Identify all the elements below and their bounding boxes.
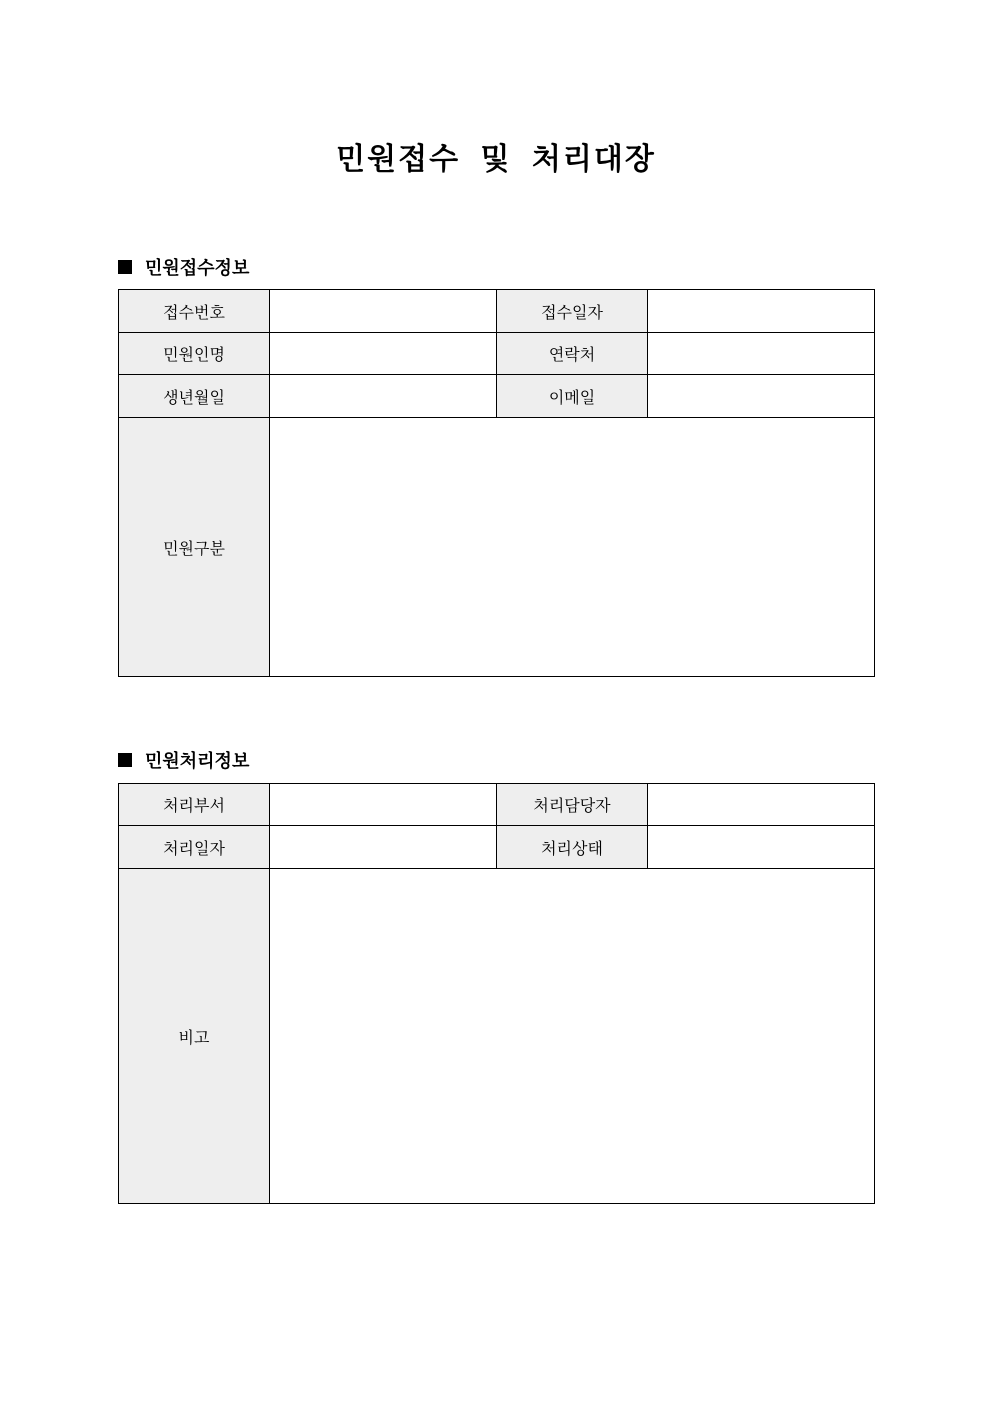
label-applicant: 민원인명: [119, 333, 270, 375]
field-contact[interactable]: [648, 333, 875, 375]
label-receipt-no: 접수번호: [119, 290, 270, 333]
section-heading-text: 민원접수정보: [145, 258, 250, 279]
square-bullet-icon: [118, 260, 132, 274]
field-remarks[interactable]: [270, 869, 875, 1204]
field-manager[interactable]: [648, 784, 875, 826]
label-category: 민원구분: [119, 418, 270, 677]
label-remarks: 비고: [119, 869, 270, 1204]
label-dept: 처리부서: [119, 784, 270, 826]
field-receipt-date[interactable]: [648, 290, 875, 333]
field-email[interactable]: [648, 375, 875, 418]
field-process-date[interactable]: [270, 826, 497, 869]
section-heading-processing: [118, 747, 249, 773]
label-status: 처리상태: [497, 826, 648, 869]
field-receipt-no[interactable]: [270, 290, 497, 333]
label-birth: 생년월일: [119, 375, 270, 418]
label-process-date: 처리일자: [119, 826, 270, 869]
field-category[interactable]: [270, 418, 875, 677]
label-contact: 연락처: [497, 333, 648, 375]
label-manager: 처리담당자: [497, 784, 648, 826]
section-heading-receipt: [118, 254, 249, 280]
label-email: 이메일: [497, 375, 648, 418]
field-status[interactable]: [648, 826, 875, 869]
field-birth[interactable]: [270, 375, 497, 418]
field-applicant[interactable]: [270, 333, 497, 375]
square-bullet-icon: [118, 753, 132, 767]
receipt-info-table: [118, 289, 875, 677]
label-receipt-date: 접수일자: [497, 290, 648, 333]
page-title: 민원접수 및 처리대장: [336, 142, 656, 177]
section-heading-text: 민원처리정보: [145, 751, 250, 772]
processing-info-table: [118, 783, 875, 1204]
field-dept[interactable]: [270, 784, 497, 826]
